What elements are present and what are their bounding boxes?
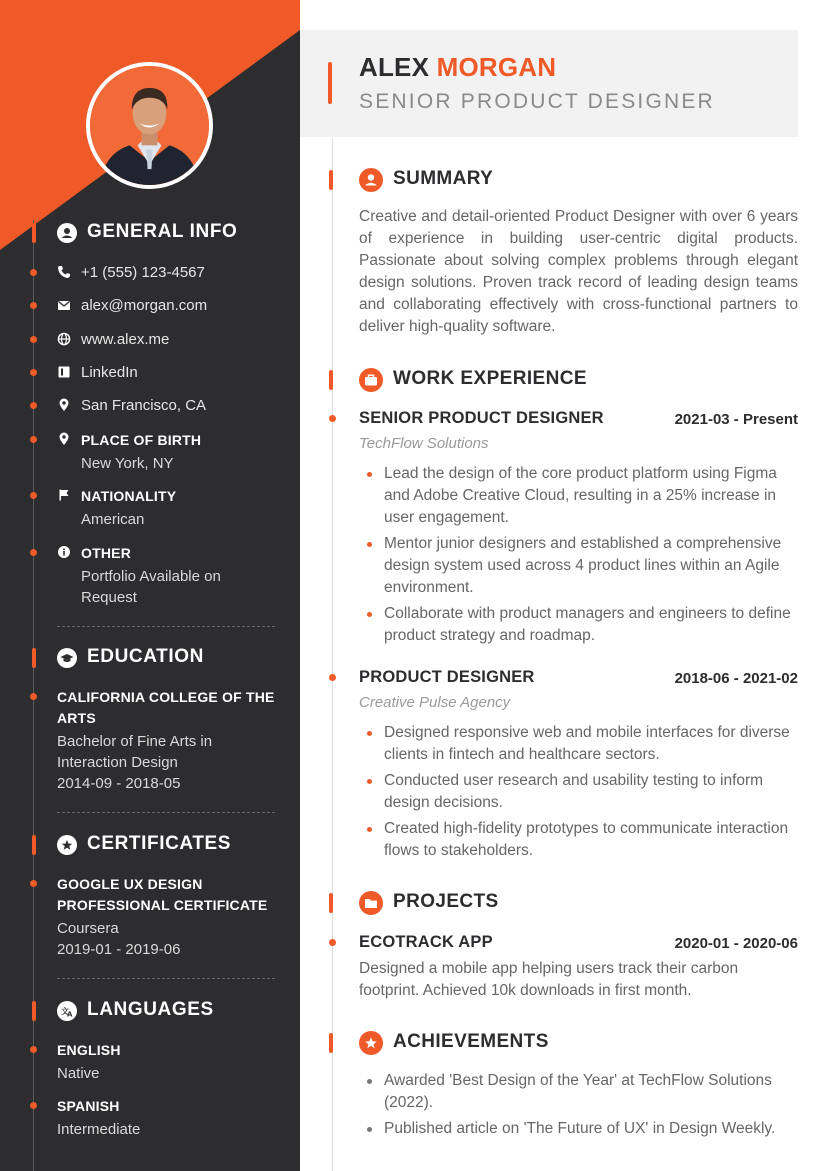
heading-marker [32, 648, 36, 668]
job-company: Creative Pulse Agency [359, 694, 511, 711]
linkedin-icon [57, 365, 71, 379]
timeline-dot [30, 1102, 37, 1109]
project-description: Designed a mobile app helping users track their carbon footprint. Achieved 10k downloads in first month. [359, 960, 739, 999]
star-icon [57, 835, 77, 855]
heading-marker [329, 170, 333, 190]
first-name: ALEX [359, 52, 430, 82]
job-company: TechFlow Solutions [359, 435, 489, 452]
general-info-heading: GENERAL INFO [0, 218, 300, 248]
job-bullets [359, 463, 799, 651]
summary-text: Creative and detail-oriented Product Designer with over 6 years of experience in building user-centric digital products. Passionate about solving complex problems through elegant design solutions. Proven track record of leading design teams and collaborating effectively with cross-functional partners to deliver high-quality software. [359, 208, 798, 335]
translate-icon [57, 1001, 77, 1021]
projects-heading: PROJECTS [300, 889, 828, 919]
svg-text:文: 文 [61, 1007, 69, 1016]
globe-icon [57, 332, 71, 346]
job-role: PRODUCT DESIGNER [359, 668, 535, 686]
summary-heading: SUMMARY [300, 166, 828, 196]
avatar [86, 62, 213, 189]
user-icon [359, 168, 383, 192]
list-item: Mentor junior designers and established a comprehensive design system used across 4 product lines within an Agile environment. [359, 533, 799, 599]
info-icon [57, 545, 71, 559]
folder-icon [359, 891, 383, 915]
languages-heading: 文 A LANGUAGES [0, 996, 300, 1026]
location-pin-icon [57, 398, 71, 412]
heading-marker [329, 893, 333, 913]
job-role: SENIOR PRODUCT DESIGNER [359, 409, 604, 427]
last-name: MORGAN [436, 52, 557, 82]
phone-icon [57, 265, 71, 279]
timeline-dot [30, 402, 37, 409]
job-title: SENIOR PRODUCT DESIGNER [359, 90, 715, 113]
heading-marker [329, 1033, 333, 1053]
graduation-cap-icon [57, 648, 77, 668]
timeline-dot [30, 492, 37, 499]
heading-marker [328, 62, 332, 104]
achievements-list [359, 1070, 799, 1144]
heading-marker [32, 835, 36, 855]
briefcase-icon [359, 368, 383, 392]
list-item: Awarded 'Best Design of the Year' at TechFlow Solutions (2022). [359, 1070, 799, 1114]
main-timeline [332, 138, 333, 1171]
timeline-dot [30, 549, 37, 556]
sidebar: GENERAL INFO +1 (555) 123-4567 alex@morgan.com www.alex.me LinkedIn San Francisco, CA PLACE OF BIRTH New York, NY NATIONALITY American OTHER Portfolio Available on Request EDUCATION CALIFORNIA COLLEGE OF THE ARTS Bachelor of Fine Arts in Interaction Design 2014-09 - 2018-05 CERTIFICATES GOOGLE UX DESIGN PROFESSIONAL CERTIFICATE Coursera 2019-01 - 2019-06 文 A LANGUAGES ENGLISH Native SPANISH Intermediate [0, 0, 300, 1171]
location-pin-icon [57, 432, 71, 446]
star-icon [359, 1031, 383, 1055]
name-header [300, 30, 798, 137]
user-icon [57, 223, 77, 243]
full-name [359, 52, 556, 83]
timeline-dot [30, 369, 37, 376]
timeline-dot [30, 1046, 37, 1053]
timeline-dot [30, 880, 37, 887]
certificates-heading: CERTIFICATES [0, 830, 300, 860]
timeline-dot [329, 939, 336, 946]
job-dates: 2018-06 - 2021-02 [674, 670, 798, 687]
list-item: Designed responsive web and mobile interfaces for diverse clients in fintech and healthcare sectors. [359, 722, 799, 766]
profile-photo [90, 66, 209, 185]
list-item: Created high-fidelity prototypes to communicate interaction flows to stakeholders. [359, 818, 799, 862]
timeline-dot [30, 436, 37, 443]
heading-marker [32, 223, 36, 243]
list-item: Conducted user research and usability testing to inform design decisions. [359, 770, 799, 814]
job-bullets [359, 722, 799, 866]
divider [57, 626, 275, 627]
divider [57, 978, 275, 979]
flag-icon [57, 488, 71, 502]
heading-marker [329, 370, 333, 390]
main-content [300, 0, 828, 1171]
education-heading: EDUCATION [0, 643, 300, 673]
project-title: ECOTRACK APP [359, 933, 493, 951]
timeline-dot [30, 336, 37, 343]
heading-marker [32, 1001, 36, 1021]
timeline-dot [30, 693, 37, 700]
timeline-dot [329, 415, 336, 422]
list-item: Collaborate with product managers and engineers to define product strategy and roadmap. [359, 603, 799, 647]
list-item: Published article on 'The Future of UX' in Design Weekly. [359, 1118, 799, 1140]
divider [57, 812, 275, 813]
timeline-dot [30, 302, 37, 309]
list-item: Lead the design of the core product platform using Figma and Adobe Creative Cloud, resulting in a 25% increase in user engagement. [359, 463, 799, 529]
timeline-dot [30, 269, 37, 276]
project-dates: 2020-01 - 2020-06 [674, 935, 798, 952]
achievements-heading: ACHIEVEMENTS [300, 1029, 828, 1059]
svg-text:A: A [67, 1010, 73, 1019]
email-icon [57, 298, 71, 312]
timeline-dot [329, 674, 336, 681]
work-experience-heading: WORK EXPERIENCE [300, 366, 828, 396]
job-dates: 2021-03 - Present [674, 411, 798, 428]
